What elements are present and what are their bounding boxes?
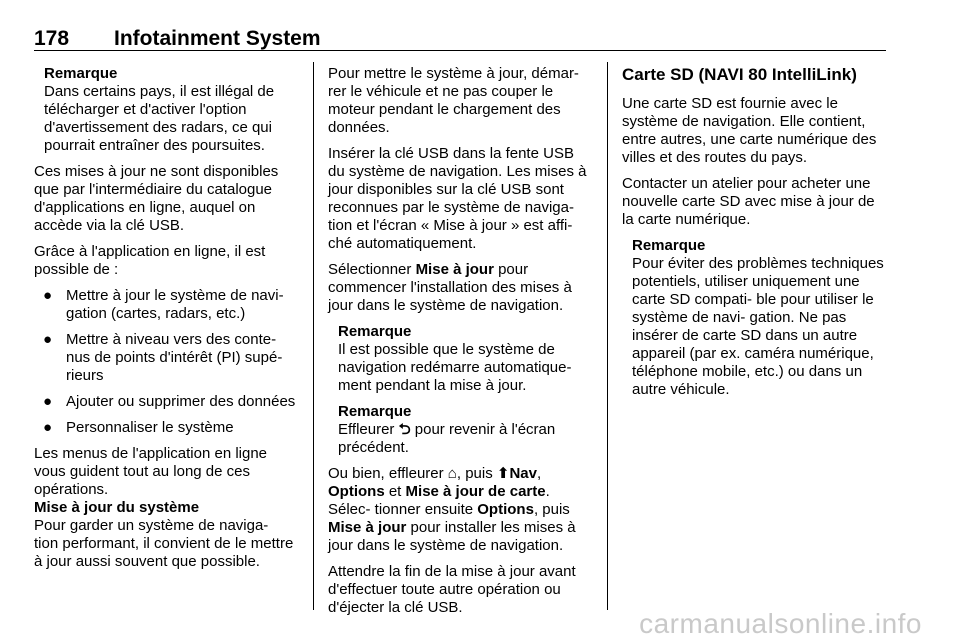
- note-text: Il est possible que le système de navigation redémarre automatique- ment pendant la mise à jour.: [338, 341, 572, 394]
- back-arrow-icon: ⮌: [398, 421, 411, 438]
- column-divider-1: [313, 62, 314, 610]
- bullet-list: [34, 287, 296, 437]
- home-icon: ⌂: [447, 465, 457, 482]
- option-update: Mise à jour: [415, 261, 494, 278]
- note-title: Remarque: [338, 403, 412, 420]
- note-text: Dans certains pays, il est illégal de télécharger et d'activer l'option d'avertissement des radars, ce qui pourrait entraîner des poursuites.: [44, 83, 275, 154]
- section-title: Mise à jour du système: [34, 499, 200, 516]
- bullet-icon: ●: [43, 419, 53, 436]
- paragraph: Grâce à l'application en ligne, il est possible de :: [34, 243, 266, 278]
- chapter-title: Infotainment System: [114, 27, 321, 50]
- paragraph: Une carte SD est fournie avec le système de navigation. Elle contient, entre autres, une carte numérique des villes et des routes du pays.: [622, 95, 877, 166]
- note-title: Remarque: [632, 237, 706, 254]
- paragraph: Les menus de l'application en ligne vous guident tout au long de ces opérations.: [34, 445, 268, 498]
- paragraph: Insérer la clé USB dans la fente USB du système de navigation. Les mises à jour disponibles sur la clé USB sont reconnues par le système de naviga- tion et l'écran « Mise à jour » est affi- ché automatiquement.: [328, 145, 587, 252]
- section-title-sd-card: Carte SD (NAVI 80 IntelliLink): [622, 65, 857, 84]
- option-update-map: Mise à jour de carte: [405, 483, 546, 500]
- column-1: [34, 65, 296, 571]
- bullet-icon: ●: [43, 287, 53, 304]
- note-title: Remarque: [338, 323, 412, 340]
- bullet-icon: ●: [43, 393, 53, 410]
- list-item: ● Ajouter ou supprimer des données: [43, 393, 296, 410]
- option-options-2: Options: [477, 501, 534, 518]
- list-item: ● Mettre à jour le système de navi- gation (cartes, radars, etc.): [43, 287, 284, 322]
- list-item: ● Personnaliser le système: [43, 419, 234, 436]
- paragraph: Pour mettre le système à jour, démar- rer le véhicule et ne pas couper le moteur pendant le chargement des données.: [328, 65, 579, 136]
- page-number: 178: [34, 27, 70, 50]
- option-update-2: Mise à jour: [328, 519, 407, 536]
- note-restart: [328, 323, 593, 395]
- section-text: Pour garder un système de naviga- tion performant, il convient de le mettre à jour aussi souvent que possible.: [34, 517, 294, 570]
- header-rule: [34, 50, 886, 51]
- paragraph: Attendre la fin de la mise à jour avant d'effectuer toute autre opération ou d'éjecter la clé USB.: [328, 563, 576, 616]
- paragraph: Ces mises à jour ne sont disponibles que par l'intermédiaire du catalogue d'applications en ligne, auquel on accède via la clé USB.: [34, 163, 279, 234]
- list-item: ● Mettre à niveau vers des conte- nus de points d'intérêt (PI) supé- rieurs: [43, 331, 283, 384]
- note-text: Pour éviter des problèmes techniques potentiels, utiliser uniquement une carte SD compati- ble pour utiliser le système de navi- gation. Ne pas insérer de carte SD dans un autre appareil (par ex. caméra numérique, téléphone mobile, etc.) ou dans un autre véhicule.: [632, 255, 884, 398]
- column-2: [328, 65, 593, 625]
- note-radar: [34, 65, 296, 155]
- paragraph: Sélectionner Mise à jour pour commencer l'installation des mises à jour dans le système de navigation.: [328, 261, 572, 314]
- bullet-icon: ●: [43, 331, 53, 348]
- column-divider-2: [607, 62, 608, 610]
- note-title: Remarque: [44, 65, 118, 82]
- note-back: Remarque Effleurer ⮌ pour revenir à l'écran précédent.: [328, 403, 593, 457]
- section-update-system: [34, 499, 296, 571]
- option-options: Options: [328, 483, 385, 500]
- paragraph: Ou bien, effleurer ⌂, puis ⬆Nav, Options et Mise à jour de carte. Sélec- tionner ensuite Options, puis Mise à jour pour installer les mises à jour dans le système de navigation.: [328, 465, 576, 554]
- note-sd-card: [622, 237, 888, 399]
- option-nav: Nav: [509, 465, 537, 482]
- watermark: carmanualsonline.info: [639, 608, 922, 639]
- paragraph: Contacter un atelier pour acheter une nouvelle carte SD avec mise à jour de la carte numérique.: [622, 175, 875, 228]
- nav-icon: ⬆: [496, 465, 510, 482]
- column-3: [622, 65, 888, 407]
